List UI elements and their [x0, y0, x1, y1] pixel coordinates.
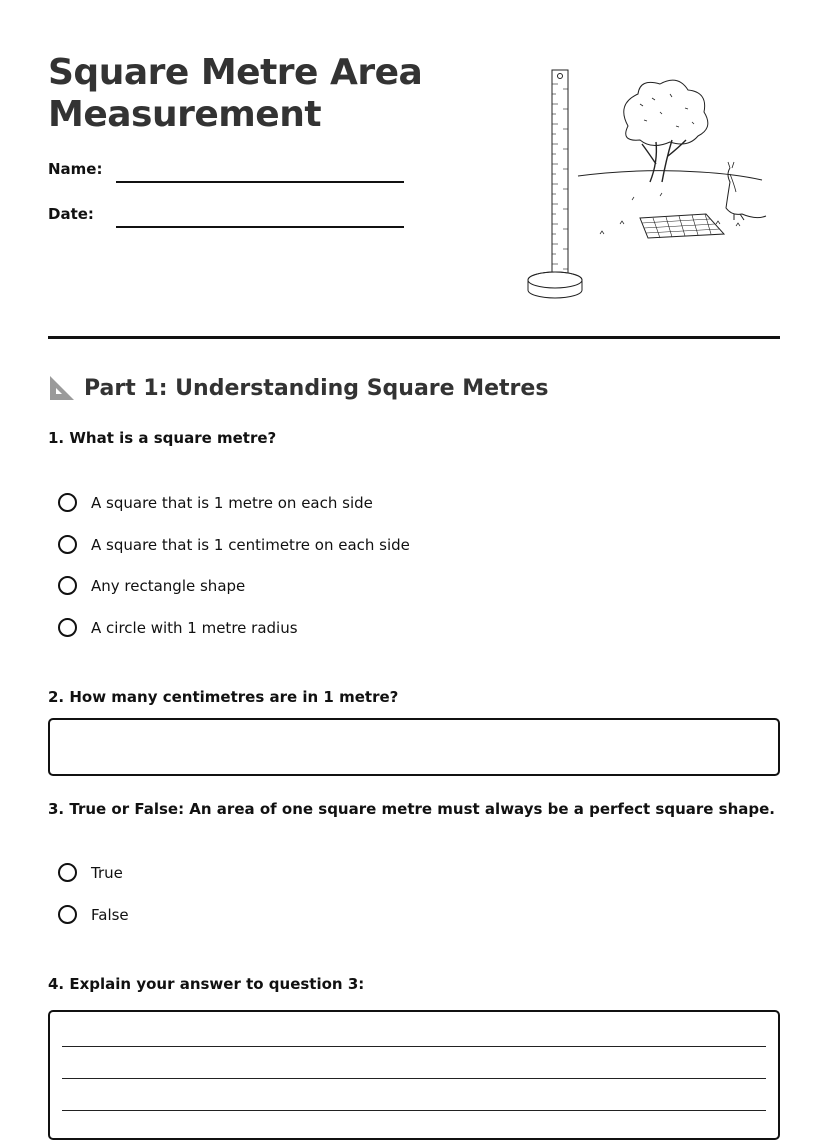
date-field[interactable] [116, 226, 404, 228]
option-label: True [91, 863, 123, 882]
q2-answer-box[interactable] [48, 718, 780, 776]
radio-button[interactable] [58, 863, 77, 882]
question-1: 1. What is a square metre? [48, 429, 277, 447]
q1-option-3[interactable] [58, 576, 245, 595]
name-label: Name: [48, 160, 103, 178]
option-label: False [91, 905, 129, 924]
title-line-1: Square Metre Area [48, 52, 423, 93]
question-4: 4. Explain your answer to question 3: [48, 975, 365, 993]
section-1-header [48, 374, 548, 402]
set-square-icon [48, 374, 76, 402]
measuring-scene-illustration [520, 64, 770, 304]
writing-line [62, 1110, 766, 1111]
section-1-title: Part 1: Understanding Square Metres [84, 375, 549, 401]
option-label: A square that is 1 metre on each side [91, 493, 373, 512]
radio-button[interactable] [58, 493, 77, 512]
q3-option-true[interactable] [58, 863, 123, 882]
q3-option-false[interactable] [58, 905, 129, 924]
q1-option-4[interactable] [58, 618, 298, 637]
title-line-2: Measurement [48, 94, 322, 135]
radio-button[interactable] [58, 905, 77, 924]
option-label: Any rectangle shape [91, 576, 246, 595]
q1-option-2[interactable] [58, 535, 410, 554]
name-field[interactable] [116, 181, 404, 183]
radio-button[interactable] [58, 576, 77, 595]
option-label: A circle with 1 metre radius [91, 618, 298, 637]
ruler-stick [552, 70, 568, 282]
worksheet-title [48, 52, 422, 136]
radio-button[interactable] [58, 535, 77, 554]
option-label: A square that is 1 centimetre on each side [91, 535, 410, 554]
q1-option-1[interactable] [58, 493, 373, 512]
writing-line [62, 1046, 766, 1047]
q4-answer-box[interactable] [48, 1010, 780, 1140]
writing-line [62, 1078, 766, 1079]
question-3: 3. True or False: An area of one square metre must always be a perfect square shape. [48, 800, 776, 818]
date-label: Date: [48, 205, 94, 223]
question-2: 2. How many centimetres are in 1 metre? [48, 688, 399, 706]
section-divider [48, 336, 780, 339]
radio-button[interactable] [58, 618, 77, 637]
